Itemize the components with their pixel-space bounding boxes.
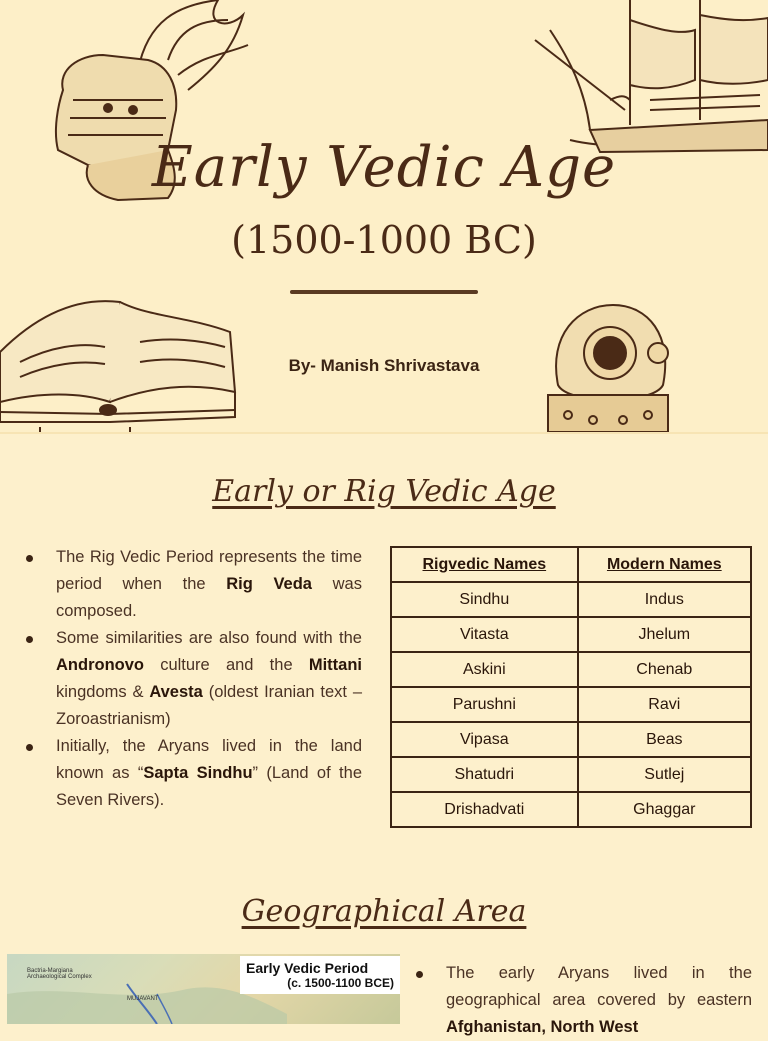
table-cell: Indus [578,582,751,617]
bullet-item [24,625,362,733]
section-heading-geographical-area: Geographical Area [241,894,527,929]
cover-page [0,0,768,432]
column-header-rigvedic: Rigvedic Names [391,547,578,582]
page-break [0,432,768,434]
bullet-item [414,960,752,1041]
bullet-text: (oldest Iranian text – Zoroastrianism) [56,683,362,728]
table-cell: Ravi [578,687,751,722]
bullet-text: Initially, the Aryans lived in the land known as “ [56,737,362,782]
table-cell: Shatudri [391,757,578,792]
title-divider [290,290,478,294]
map-label-bmac: Bactria-Margiana Archaeological Complex [27,968,92,980]
bold-term: Andronovo [56,656,144,674]
page-title: Early Vedic Age [151,135,617,200]
bullet-text: kingdoms & [56,683,150,701]
bold-term: Afghanistan, North West [446,1018,639,1036]
map-subtitle: (c. 1500-1100 BCE) [287,976,394,990]
table-row [391,757,751,792]
bold-term: Sapta Sindhu [143,764,253,782]
map-label-mujavant: MUJAVANT [127,996,159,1002]
bullet-item [24,733,362,814]
column-header-modern: Modern Names [578,547,751,582]
section-heading-rig-vedic: Early or Rig Vedic Age [212,474,556,509]
table-cell: Drishadvati [391,792,578,827]
table-cell: Beas [578,722,751,757]
table-row [391,582,751,617]
table-row [391,687,751,722]
bullet-text: culture and the [144,656,309,674]
table-cell: Vitasta [391,617,578,652]
table-row [391,617,751,652]
table-cell: Sutlej [578,757,751,792]
bullet-text: Some similarities are also found with the [56,629,362,647]
map-title: Early Vedic Period [246,960,369,976]
bold-term: Rig Veda [226,575,312,593]
bullet-text: The early Aryans lived in the geographical area covered by eastern [446,964,752,1009]
author-credit: By- Manish Shrivastava [288,356,480,375]
table-cell: Chenab [578,652,751,687]
page-subtitle: (1500-1000 BC) [231,218,537,262]
table-cell: Ghaggar [578,792,751,827]
table-cell: Askini [391,652,578,687]
table-cell: Vipasa [391,722,578,757]
bullet-text: was composed. [56,575,362,620]
table-cell: Parushni [391,687,578,722]
table-cell: Jhelum [578,617,751,652]
bullet-item [24,544,362,625]
geography-bullet-list [414,960,752,1041]
map-legend-box [240,956,400,994]
table-cell: Sindhu [391,582,578,617]
table-row [391,792,751,827]
table-row [391,722,751,757]
early-vedic-map-image [7,954,400,1024]
bold-term: Mittani [308,656,362,674]
diving-helmet-icon [538,295,678,432]
bullet-text: The Rig Vedic Period represents the time period when the [56,548,362,593]
table-row [391,652,751,687]
table-header-row [391,547,751,582]
rig-vedic-bullet-list [24,544,362,814]
bold-term: Avesta [149,683,203,701]
bullet-text: ” (Land of the Seven Rivers). [56,764,362,809]
river-names-table [390,546,752,828]
